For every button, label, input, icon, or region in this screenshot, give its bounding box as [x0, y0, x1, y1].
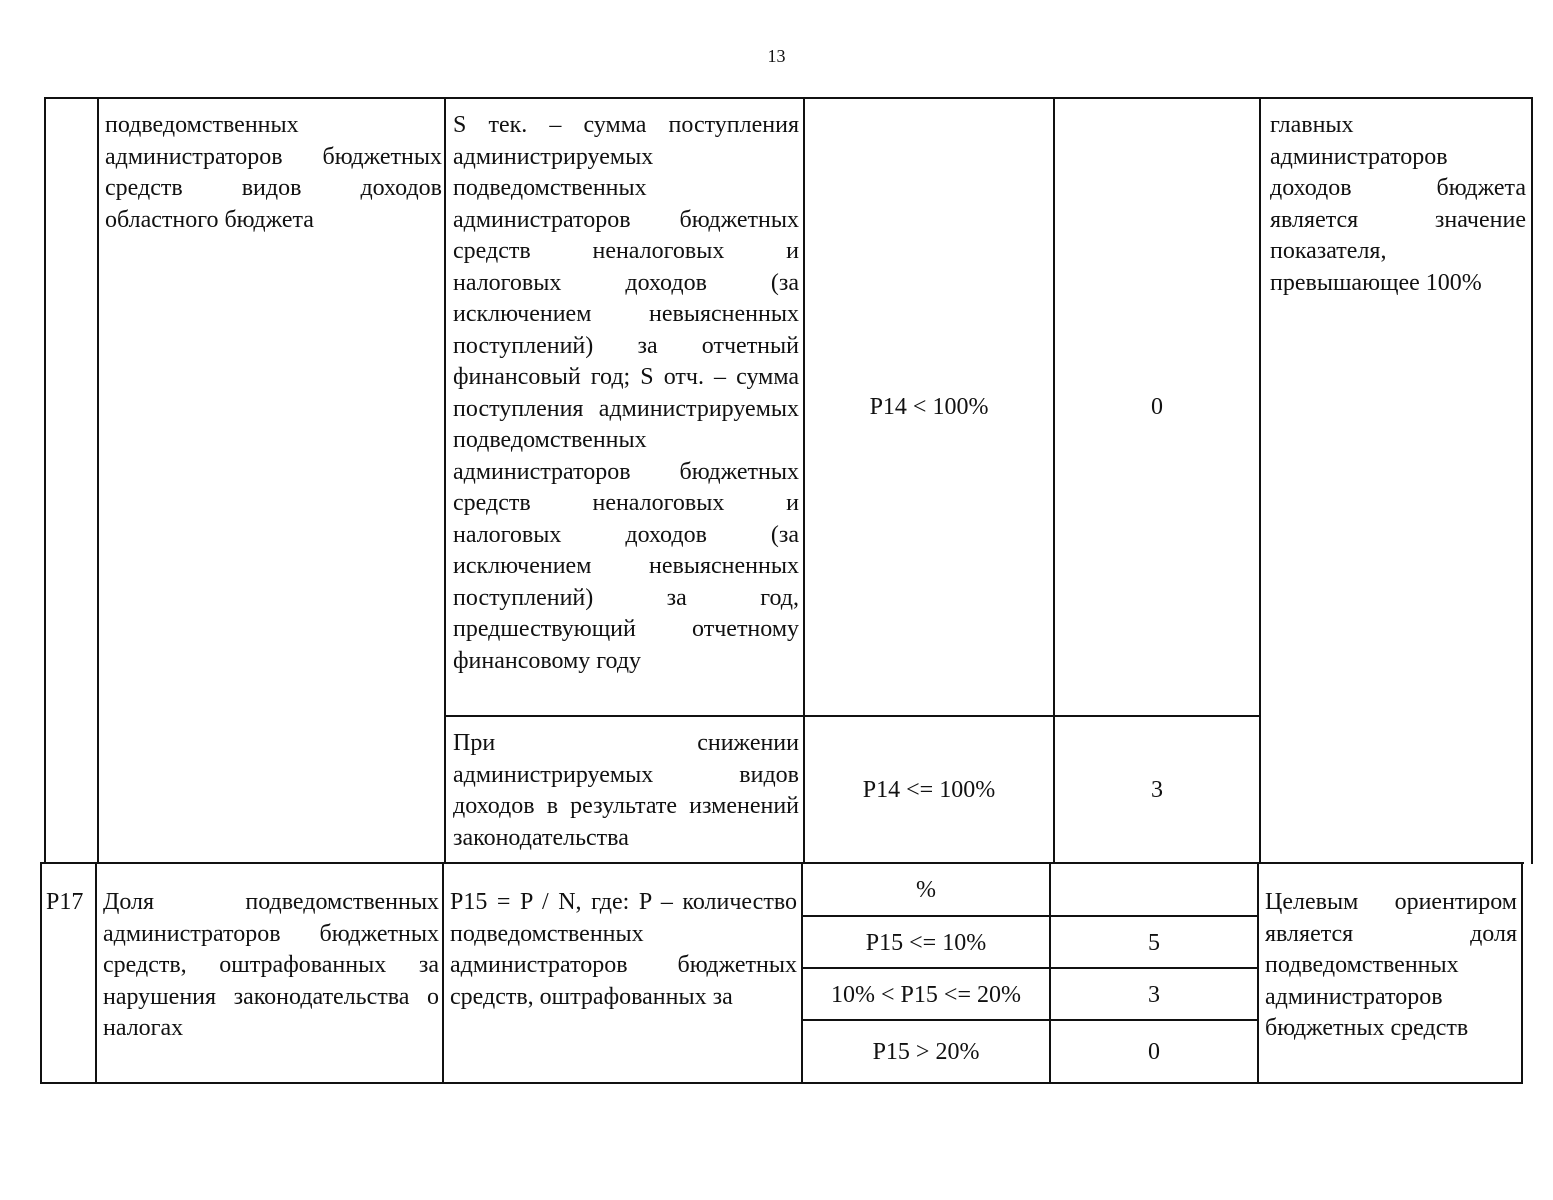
condition-cell: P14 <= 100%	[862, 776, 996, 803]
row-divider	[803, 915, 1259, 917]
condition-cell: P14 < 100%	[869, 393, 989, 420]
table-right-border	[1531, 97, 1533, 864]
condition-note-cell: При снижении администрируемых видов доходов в результате изменений законодательства	[453, 730, 799, 851]
column-divider	[444, 97, 446, 864]
table-bottom-border	[40, 1082, 1522, 1084]
score-cell: 0	[1148, 1038, 1160, 1065]
column-divider	[803, 97, 805, 864]
indicator-name-cell: подведомственных администраторов бюджетных средств видов доходов областного бюджета	[105, 112, 442, 233]
column-divider	[97, 97, 99, 864]
score-cell: 3	[1148, 981, 1160, 1008]
row-divider	[42, 862, 1524, 864]
row-divider	[803, 967, 1259, 969]
row-divider	[803, 1019, 1259, 1021]
table-top-border	[44, 97, 1532, 99]
condition-cell: P15 <= 10%	[865, 929, 987, 956]
formula-description-cell: S тек. – сумма поступления администрируемых подведомственных администраторов бюджетных средств неналоговых и налоговых доходов (за исключением невыясненных поступлений) за отчетный финансовый год; S отч. – сумма поступления администрируемых подведомственных администраторов бюджетных средств неналоговых и налоговых доходов (за исключением невыясненных поступлений) за год, предшествующий отчетному финансовому году	[453, 112, 799, 674]
column-divider	[40, 862, 42, 1084]
column-divider	[442, 862, 444, 1084]
score-cell: 0	[1151, 393, 1163, 420]
page-number: 13	[767, 46, 786, 66]
column-divider	[1053, 97, 1055, 864]
target-cell: главных администраторов доходов бюджета является значение показателя, превышающее 100%	[1270, 112, 1526, 296]
indicator-name-cell: Доля подведомственных администраторов бюджетных средств, оштрафованных за нарушения законодательства о налогах	[103, 889, 439, 1041]
column-divider	[44, 97, 46, 864]
column-divider	[1259, 97, 1261, 864]
row-number-cell: P17	[46, 889, 84, 915]
condition-cell: P15 > 20%	[872, 1038, 980, 1065]
formula-description-cell: P15 = P / N, где: P – количество подведомственных администраторов бюджетных средств, оштрафованных за	[450, 889, 797, 1010]
table-right-border	[1521, 862, 1523, 1084]
score-cell: 5	[1148, 929, 1160, 956]
column-divider	[1257, 862, 1259, 1084]
score-cell: 3	[1151, 776, 1163, 803]
row-divider	[444, 715, 1259, 717]
unit-cell: %	[916, 876, 936, 903]
condition-cell: 10% < P15 <= 20%	[831, 981, 1021, 1008]
target-cell: Целевым ориентиром является доля подведомственных администраторов бюджетных средств	[1265, 889, 1517, 1041]
